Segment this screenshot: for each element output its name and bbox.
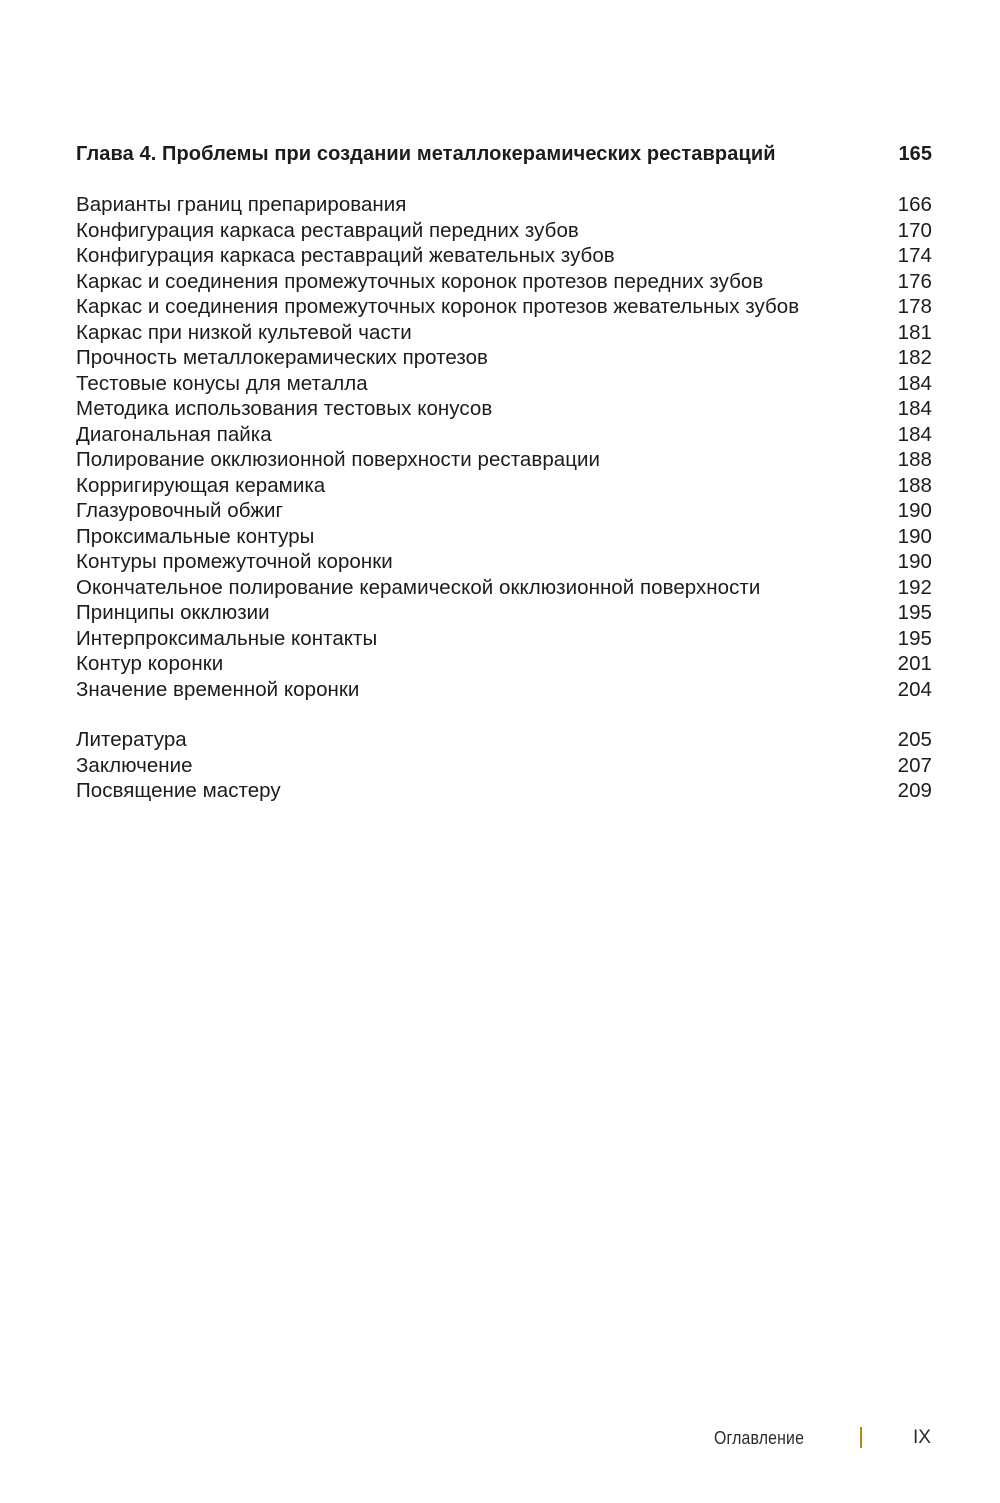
footer-page-number: IX xyxy=(913,1427,931,1448)
toc-entry-page: 209 xyxy=(897,779,932,802)
toc-entry-page: 201 xyxy=(897,652,932,675)
toc-entry-page: 190 xyxy=(897,550,932,573)
toc-entry-page: 184 xyxy=(897,422,932,446)
toc-entry-page: 178 xyxy=(897,295,932,318)
toc-entry-title: Методика использования тестовых конусов xyxy=(76,397,493,420)
toc-entry-title: Полирование окклюзионной поверхности реставрации xyxy=(76,448,601,471)
toc-entry[interactable] xyxy=(76,651,932,677)
toc-entry[interactable] xyxy=(76,320,932,346)
toc-entry-title: Проксимальные контуры xyxy=(76,524,315,548)
toc-entry-page: 184 xyxy=(897,397,932,420)
toc-entry-page: 166 xyxy=(897,193,932,216)
toc-entry[interactable] xyxy=(76,243,932,269)
chapter-title: Глава 4. Проблемы при создании металлокерамических реставраций xyxy=(76,143,776,165)
toc-entry[interactable] xyxy=(76,396,932,422)
toc-entry[interactable] xyxy=(76,677,932,703)
chapter-heading[interactable] xyxy=(76,140,932,168)
toc-entry-title: Глазуровочный обжиг xyxy=(76,499,284,522)
chapter-page-number: 165 xyxy=(898,143,932,165)
toc-entry-page: 184 xyxy=(897,371,932,395)
toc-entry-title: Каркас при низкой культевой части xyxy=(76,320,412,344)
toc-entry-page: 188 xyxy=(897,448,932,471)
toc-entry[interactable] xyxy=(76,549,932,575)
toc-entry-title: Контур коронки xyxy=(76,652,224,675)
toc-entry-page: 192 xyxy=(897,575,932,599)
toc-entry-title: Конфигурация каркаса реставраций жевательных зубов xyxy=(76,244,615,267)
toc-entry-title: Посвящение мастеру xyxy=(76,779,281,802)
page-footer xyxy=(0,1424,1000,1452)
toc-entry[interactable] xyxy=(76,473,932,499)
toc-entry-page: 174 xyxy=(897,244,932,267)
toc-entry[interactable] xyxy=(76,626,932,652)
toc-entry-title: Корригирующая керамика xyxy=(76,473,326,497)
toc-entry-title: Заключение xyxy=(76,753,193,777)
toc-entry-page: 181 xyxy=(897,320,932,344)
footer-divider xyxy=(860,1427,862,1448)
toc-backmatter-entry[interactable] xyxy=(76,778,932,804)
toc-entry-title: Принципы окклюзии xyxy=(76,601,270,624)
toc-entry[interactable] xyxy=(76,345,932,371)
toc-entry-page: 190 xyxy=(897,524,932,548)
toc-entry-title: Контуры промежуточной коронки xyxy=(76,550,393,573)
toc-entry-title: Конфигурация каркаса реставраций передних зубов xyxy=(76,218,579,242)
table-of-contents xyxy=(76,140,932,804)
toc-entry[interactable] xyxy=(76,269,932,295)
section-spacer xyxy=(76,702,932,727)
toc-entry-title: Окончательное полирование керамической окклюзионной поверхности xyxy=(76,575,761,599)
toc-entry[interactable] xyxy=(76,600,932,626)
toc-entry-title: Тестовые конусы для металла xyxy=(76,371,368,395)
toc-entry-title: Диагональная пайка xyxy=(76,422,272,446)
toc-entry-title: Каркас и соединения промежуточных коронок протезов жевательных зубов xyxy=(76,295,800,318)
toc-entry-page: 188 xyxy=(897,473,932,497)
toc-entry[interactable] xyxy=(76,447,932,473)
toc-entry-page: 170 xyxy=(897,218,932,242)
toc-entry-page: 190 xyxy=(897,499,932,522)
toc-entry-title: Каркас и соединения промежуточных коронок протезов передних зубов xyxy=(76,269,764,293)
toc-backmatter-entry[interactable] xyxy=(76,727,932,753)
toc-entry-title: Варианты границ препарирования xyxy=(76,193,407,216)
toc-entry[interactable] xyxy=(76,575,932,601)
toc-entry[interactable] xyxy=(76,498,932,524)
toc-entry-page: 182 xyxy=(897,346,932,369)
toc-entry[interactable] xyxy=(76,422,932,448)
toc-entry[interactable] xyxy=(76,524,932,550)
toc-entry-page: 204 xyxy=(897,677,932,701)
toc-entry-page: 205 xyxy=(897,728,932,751)
toc-backmatter-entry[interactable] xyxy=(76,753,932,779)
toc-entry[interactable] xyxy=(76,218,932,244)
toc-entry[interactable] xyxy=(76,371,932,397)
toc-entry-title: Значение временной коронки xyxy=(76,677,360,701)
toc-entry-title: Литература xyxy=(76,728,187,751)
toc-entry-title: Интерпроксимальные контакты xyxy=(76,626,378,650)
toc-entry-page: 195 xyxy=(897,626,932,650)
toc-entry-page: 207 xyxy=(897,753,932,777)
toc-entry-page: 176 xyxy=(897,269,932,293)
toc-entry-title: Прочность металлокерамических протезов xyxy=(76,346,488,369)
toc-entry[interactable] xyxy=(76,294,932,320)
running-footer-label: Оглавление xyxy=(714,1428,805,1448)
toc-entry[interactable] xyxy=(76,192,932,218)
toc-entry-page: 195 xyxy=(897,601,932,624)
